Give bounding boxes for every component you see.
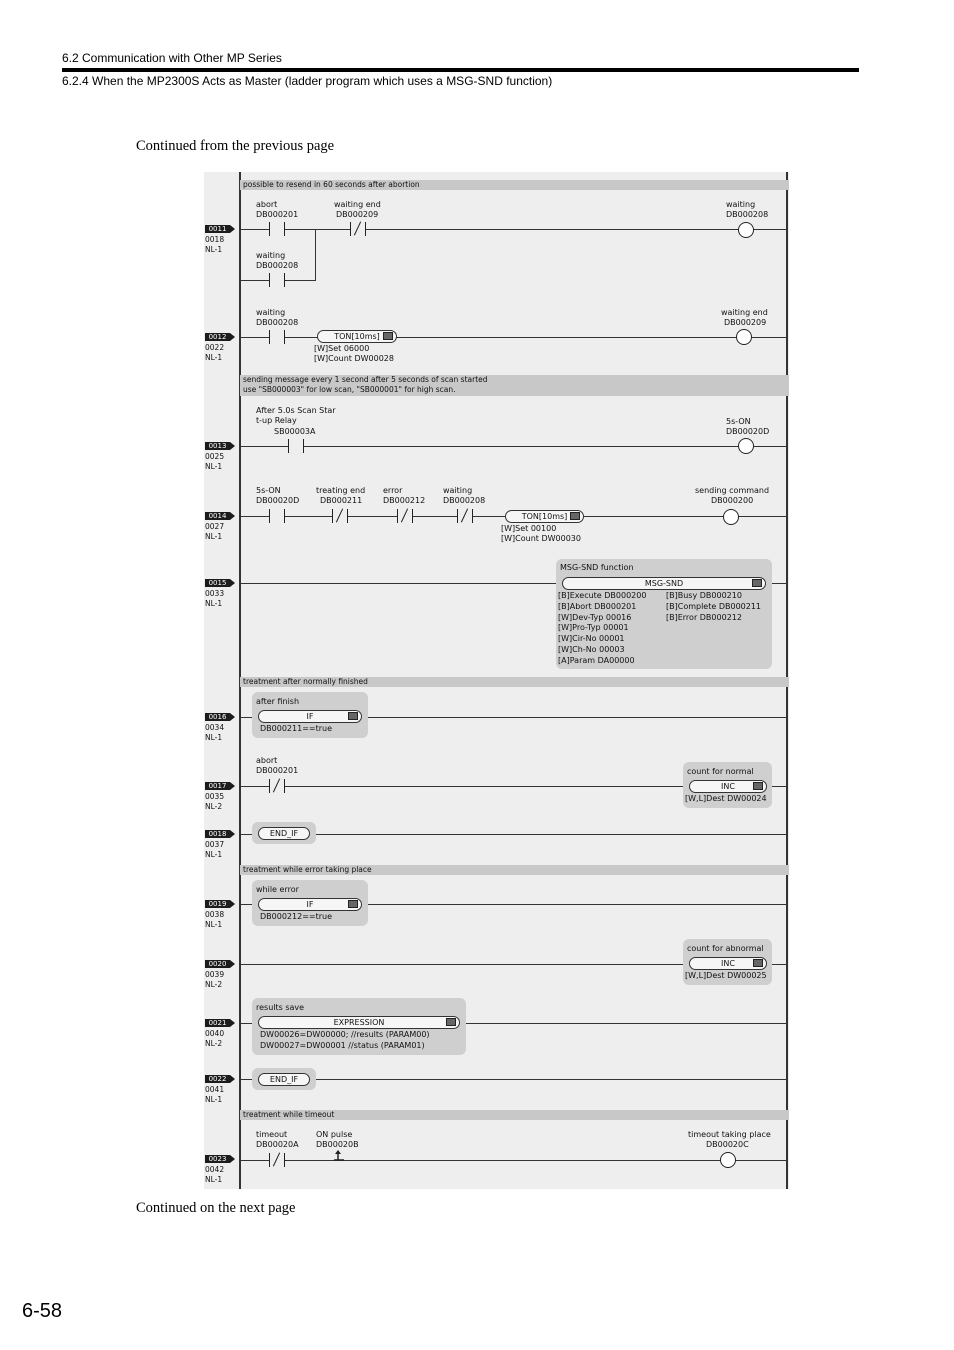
rung-nl: NL-1 — [205, 850, 223, 859]
rung-nl: NL-1 — [205, 462, 223, 471]
function-icon — [348, 900, 358, 908]
comment-bar: treatment while error taking place — [240, 865, 789, 875]
no-contact — [269, 273, 285, 287]
contact-address: DB00020D — [256, 496, 300, 505]
msg-param: [W]Pro-Typ 00001 — [558, 623, 629, 633]
contact-address: DB000208 — [256, 318, 299, 327]
rung-nl: NL-1 — [205, 532, 223, 541]
contact-name: waiting — [256, 251, 286, 260]
ton-timer-block — [505, 510, 584, 523]
contact-name: error — [383, 486, 403, 495]
inc-block — [689, 780, 767, 793]
rung-line: 0040 — [205, 1029, 225, 1038]
contact-name: After 5.0s Scan Star — [256, 406, 336, 415]
function-comment: after finish — [256, 697, 300, 706]
continued-on-text: Continued on the next page — [136, 1200, 296, 1216]
subsection-header: 6.2.4 When the MP2300S Acts as Master (ladder program which uses a MSG-SND function) — [62, 74, 553, 88]
ton-label: TON[10ms] — [521, 512, 568, 521]
output-coil — [738, 438, 754, 454]
inc-panel — [683, 762, 772, 808]
rung-line: 0038 — [205, 910, 225, 919]
contact-name: treating end — [316, 486, 366, 495]
coil-name: waiting — [726, 200, 756, 209]
rung-nl: NL-1 — [205, 599, 223, 608]
rung-line: 0039 — [205, 970, 225, 979]
function-comment: MSG-SND function — [560, 563, 634, 572]
comment-bar: treatment after normally finished — [240, 677, 789, 687]
page-number: 6-58 — [22, 1300, 63, 1322]
contact-address: DB00020A — [256, 1140, 299, 1149]
coil-address: DB000200 — [711, 496, 754, 505]
expression-panel — [252, 998, 466, 1055]
inc-label: INC — [721, 782, 735, 791]
function-icon — [446, 1018, 456, 1026]
msg-param: [W]Ch-No 00003 — [558, 645, 625, 654]
endif-panel — [252, 1068, 316, 1090]
if-label: IF — [306, 900, 314, 909]
rung-nl: NL-1 — [205, 920, 223, 929]
no-contact — [269, 330, 285, 344]
msg-snd-panel — [556, 559, 772, 669]
comment-line: use "SB000003" for low scan, "SB000001" for high scan. — [243, 385, 456, 394]
rung-number: 0022 — [205, 1075, 230, 1083]
rung-number: 0013 — [205, 442, 230, 450]
rung-wire — [240, 834, 786, 835]
function-icon — [348, 712, 358, 720]
ton-count: [W]Count DW00028 — [314, 354, 394, 363]
rung-number: 0018 — [205, 830, 230, 838]
contact-address: DB00020B — [316, 1140, 359, 1149]
contact-address: DB000208 — [256, 261, 299, 270]
coil-name: timeout taking place — [688, 1130, 771, 1139]
contact-name: waiting end — [334, 200, 381, 209]
contact-address: DB000211 — [320, 496, 363, 505]
ton-label: TON[10ms] — [334, 332, 380, 341]
rung-number: 0012 — [205, 333, 230, 341]
function-icon — [753, 782, 763, 790]
expression-line: DW00026=DW00000; //results (PARAM00) — [260, 1030, 430, 1039]
rung-nl: NL-2 — [205, 802, 223, 811]
function-icon — [383, 332, 393, 340]
header-rule — [62, 68, 859, 72]
contact-address: SB00003A — [274, 427, 316, 436]
rung-nl: NL-1 — [205, 245, 223, 254]
rung-number: 0016 — [205, 713, 230, 721]
rung-wire — [240, 229, 786, 230]
function-icon — [752, 579, 762, 587]
msg-param: [B]Complete DB000211 — [666, 601, 762, 611]
contact-address: DB000208 — [443, 496, 486, 505]
rising-edge-pulse — [334, 1150, 344, 1164]
no-contact — [288, 439, 304, 453]
rung-wire — [240, 1160, 786, 1161]
endif-block: END_IF — [258, 827, 310, 840]
function-comment: results save — [256, 1003, 305, 1012]
msg-param: [B]Error DB000212 — [666, 612, 742, 622]
function-icon — [753, 959, 763, 967]
rung-number: 0011 — [205, 225, 230, 233]
rung-number: 0021 — [205, 1019, 230, 1027]
ton-count: [W]Count DW00030 — [501, 534, 581, 543]
msg-param: [W]Dev-Typ 00016 — [558, 612, 632, 622]
rung-nl: NL-1 — [205, 733, 223, 742]
coil-address: DB000209 — [724, 318, 767, 327]
coil-name: sending command — [695, 486, 770, 495]
msg-param: [A]Param DA00000 — [558, 655, 635, 665]
nc-contact — [332, 509, 348, 523]
rung-line: 0018 — [205, 235, 225, 244]
inc-dest: [W,L]Dest DW00024 — [685, 794, 767, 803]
rung-number: 0019 — [205, 900, 230, 908]
contact-name: waiting — [256, 308, 286, 317]
rung-line: 0042 — [205, 1165, 225, 1174]
endif-panel — [252, 822, 316, 844]
coil-name: 5s-ON — [726, 417, 751, 426]
msg-param: [B]Execute DB000200 — [558, 591, 647, 600]
rung-nl: NL-1 — [205, 1175, 223, 1184]
msg-param: [B]Busy DB000210 — [666, 591, 742, 600]
if-block — [258, 898, 362, 911]
contact-address: DB000201 — [256, 210, 299, 219]
inc-block — [689, 957, 767, 970]
msg-param: [B]Abort DB000201 — [558, 601, 637, 611]
inc-panel — [683, 939, 772, 985]
if-panel — [252, 880, 368, 926]
comment-bar — [240, 375, 789, 396]
ton-timer-block — [317, 330, 397, 343]
comment-line: sending message every 1 second after 5 seconds of scan started — [243, 375, 488, 384]
rung-nl: NL-1 — [205, 353, 223, 362]
rung-number: 0023 — [205, 1155, 230, 1163]
no-contact — [269, 509, 285, 523]
coil-address: DB000208 — [726, 210, 769, 219]
endif-block: END_IF — [258, 1073, 310, 1086]
contact-name: abort — [256, 200, 278, 209]
rung-line: 0041 — [205, 1085, 225, 1094]
contact-name: abort — [256, 756, 278, 765]
contact-address: DB000212 — [383, 496, 426, 505]
if-label: IF — [306, 712, 314, 721]
rung-line: 0022 — [205, 343, 225, 352]
msg-snd-block — [562, 577, 766, 590]
nc-contact — [397, 509, 413, 523]
if-condition: DB000212==true — [260, 912, 333, 921]
contact-name: 5s-ON — [256, 486, 281, 495]
output-coil — [738, 222, 754, 238]
if-condition: DB000211==true — [260, 724, 333, 733]
inc-dest: [W,L]Dest DW00025 — [685, 971, 767, 980]
rung-line: 0033 — [205, 589, 225, 598]
rung-number: 0015 — [205, 579, 230, 587]
contact-name: waiting — [443, 486, 473, 495]
branch-wire — [315, 229, 316, 281]
no-contact — [269, 222, 285, 236]
output-coil — [723, 509, 739, 525]
rung-wire — [240, 1079, 786, 1080]
contact-name: t-up Relay — [256, 416, 297, 425]
rung-number: 0020 — [205, 960, 230, 968]
contact-address: DB000209 — [336, 210, 379, 219]
msg-param: [W]Cir-No 00001 — [558, 634, 625, 644]
ton-set: [W]Set 06000 — [314, 344, 370, 353]
inc-label: INC — [721, 959, 735, 968]
function-comment: while error — [256, 885, 299, 894]
expression-line: DW00027=DW00001 //status (PARAM01) — [260, 1041, 425, 1050]
rung-line: 0025 — [205, 452, 225, 461]
function-comment: count for normal — [687, 767, 754, 776]
continued-from-text: Continued from the previous page — [136, 138, 335, 154]
nc-contact — [457, 509, 473, 523]
contact-name: ON pulse — [316, 1130, 353, 1139]
nc-contact — [350, 222, 366, 236]
rung-wire — [240, 446, 786, 447]
coil-name: waiting end — [721, 308, 768, 317]
rung-nl: NL-1 — [205, 1095, 223, 1104]
comment-bar: treatment while timeout — [240, 1110, 789, 1120]
function-icon — [570, 512, 580, 520]
rung-nl: NL-2 — [205, 980, 223, 989]
section-header: 6.2 Communication with Other MP Series — [62, 51, 282, 65]
if-panel — [252, 692, 368, 738]
rung-line: 0034 — [205, 723, 225, 732]
rung-number: 0014 — [205, 512, 230, 520]
msg-snd-label: MSG-SND — [644, 579, 684, 588]
expression-label: EXPRESSION — [333, 1018, 385, 1027]
rung-line: 0037 — [205, 840, 225, 849]
rung-line: 0027 — [205, 522, 225, 531]
output-coil — [720, 1152, 736, 1168]
contact-name: timeout — [256, 1130, 288, 1139]
rung-number: 0017 — [205, 782, 230, 790]
rung-line: 0035 — [205, 792, 225, 801]
function-comment: count for abnormal — [687, 944, 764, 953]
contact-address: DB000201 — [256, 766, 299, 775]
rung-nl: NL-2 — [205, 1039, 223, 1048]
comment-bar: possible to resend in 60 seconds after abortion — [240, 180, 789, 190]
expression-block — [258, 1016, 460, 1029]
coil-address: DB00020D — [726, 427, 770, 436]
ton-set: [W]Set 00100 — [501, 524, 557, 533]
if-block — [258, 710, 362, 723]
coil-address: DB00020C — [706, 1140, 749, 1149]
ladder-diagram — [204, 172, 789, 1189]
nc-contact — [269, 779, 285, 793]
nc-contact — [269, 1153, 285, 1167]
output-coil — [736, 329, 752, 345]
